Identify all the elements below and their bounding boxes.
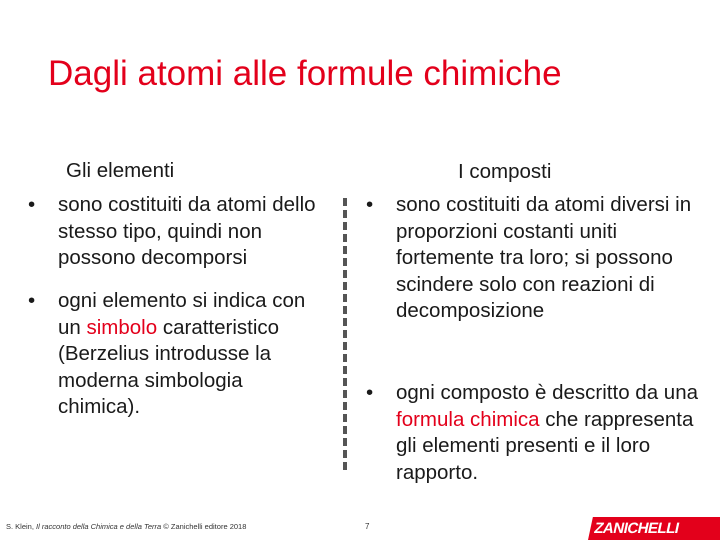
column-divider (343, 198, 347, 470)
elements-bullet-1 (28, 192, 338, 272)
compounds-bullet-2 (366, 380, 706, 486)
compounds-bullet-1 (366, 192, 696, 325)
elements-bullet-2 (28, 288, 318, 421)
elements-bullet-2-text: ogni elemento si indica con un simbolo caratteristico (Berzelius introdusse la moderna simbologia chimica). (58, 289, 306, 418)
simbolo-highlight: simbolo (86, 315, 158, 339)
bullet-dot: • (366, 193, 374, 216)
bullet-dot: • (28, 193, 36, 216)
formula-chimica-highlight: formula chimica (396, 407, 540, 431)
elements-heading: Gli elementi (66, 159, 175, 182)
page-number: 7 (365, 522, 370, 531)
publisher-logo: ZANICHELLI (588, 517, 720, 540)
bullet-dot: • (28, 289, 36, 312)
elements-bullet-1-text: sono costituiti da atomi dello stesso tipo, quindi non possono decomporsi (58, 193, 316, 269)
slide-title: Dagli atomi alle formule chimiche (48, 54, 562, 93)
compounds-bullet-1-text: sono costituiti da atomi diversi in proporzioni costanti uniti fortemente tra loro; si possono scindere solo con reazioni di decomposizione (396, 193, 692, 322)
book-title: Il racconto della Chimica e della Terra (36, 522, 162, 531)
compounds-heading: I composti (458, 160, 552, 183)
compounds-bullet-2-text: ogni composto è descritto da una formula chimica che rappresenta gli elementi presenti e il loro rapporto. (396, 381, 698, 484)
source-credit: S. Klein, Il racconto della Chimica e della Terra © Zanichelli editore 2018 (6, 522, 247, 531)
bullet-dot: • (366, 381, 374, 404)
